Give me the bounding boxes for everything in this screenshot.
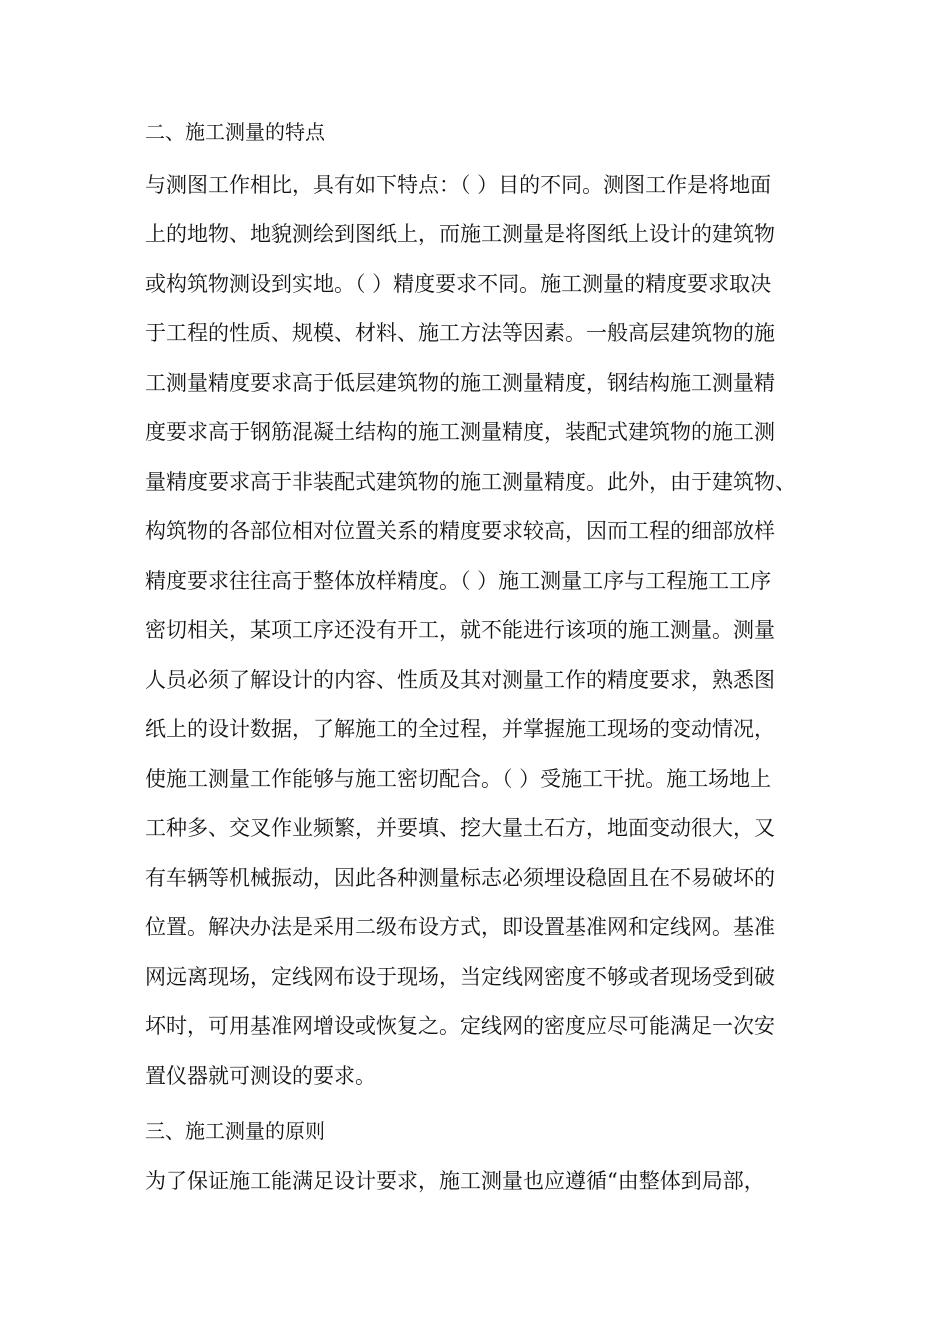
paragraph-line: 纸上的设计数据，了解施工的全过程，并掌握施工现场的变动情况， — [145, 717, 775, 741]
paragraph-line: 网远离现场，定线网布设于现场，当定线网密度不够或者现场受到破 — [145, 965, 775, 989]
paragraph-line: 密切相关，某项工序还没有开工，就不能进行该项的施工测量。测量 — [145, 618, 775, 642]
paragraph-line: 度要求高于钢筋混凝土结构的施工测量精度，装配式建筑物的施工测 — [145, 420, 775, 444]
paragraph-line: 工测量精度要求高于低层建筑物的施工测量精度，钢结构施工测量精 — [145, 371, 775, 395]
paragraph-line: 工种多、交叉作业频繁，并要填、挖大量土石方，地面变动很大，又 — [145, 816, 775, 840]
paragraph-line: 使施工测量工作能够与施工密切配合。（ ）受施工干扰。施工场地上 — [145, 767, 772, 791]
paragraph-line: 与测图工作相比，具有如下特点：（ ）目的不同。测图工作是将地面 — [145, 173, 772, 197]
section-heading: 二、施工测量的特点 — [145, 120, 325, 144]
paragraph-line: 于工程的性质、规模、材料、施工方法等因素。一般高层建筑物的施 — [145, 321, 775, 345]
paragraph-line: 或构筑物测设到实地。（ ）精度要求不同。施工测量的精度要求取决 — [145, 272, 772, 296]
paragraph-line: 构筑物的各部位相对位置关系的精度要求较高，因而工程的细部放样 — [145, 519, 775, 543]
paragraph-line: 位置。解决办法是采用二级布设方式，即设置基准网和定线网。基准 — [145, 915, 775, 939]
paragraph-line: 坏时，可用基准网增设或恢复之。定线网的密度应尽可能满足一次安 — [145, 1014, 775, 1038]
paragraph-line: 为了保证施工能满足设计要求，施工测量也应遵循“由整体到局部， — [145, 1169, 765, 1193]
paragraph-line: 有车辆等机械振动，因此各种测量标志必须埋设稳固且在不易破坏的 — [145, 866, 775, 890]
paragraph-line: 量精度要求高于非装配式建筑物的施工测量精度。此外，由于建筑物、 — [145, 470, 796, 494]
paragraph-line: 精度要求往往高于整体放样精度。（ ）施工测量工序与工程施工工序 — [145, 569, 772, 593]
section-heading: 三、施工测量的原则 — [145, 1119, 325, 1143]
paragraph-line: 人员必须了解设计的内容、性质及其对测量工作的精度要求，熟悉图 — [145, 668, 775, 692]
paragraph-line: 置仪器就可测设的要求。 — [145, 1064, 376, 1088]
paragraph-line: 上的地物、地貌测绘到图纸上，而施工测量是将图纸上设计的建筑物 — [145, 222, 775, 246]
